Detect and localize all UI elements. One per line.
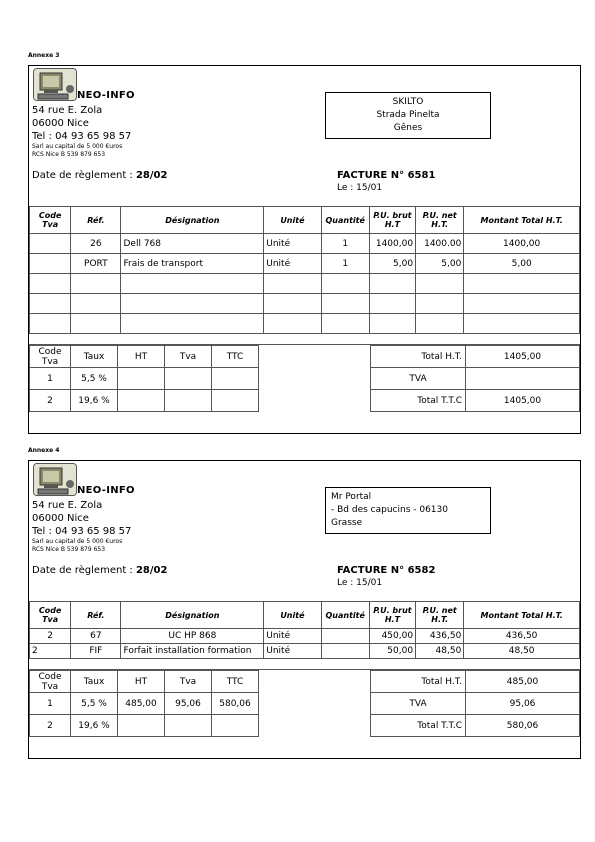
- column-header: Unité: [264, 207, 321, 234]
- recipient-box: [325, 92, 491, 139]
- vat-column-header: HT: [118, 346, 165, 368]
- company-street: 54 rue E. Zola: [32, 105, 103, 116]
- table-cell: [121, 274, 264, 294]
- company-city: 06000 Nice: [32, 118, 89, 129]
- table-cell: 26: [71, 234, 121, 254]
- table-cell: [464, 294, 580, 314]
- totals-row: [371, 390, 580, 412]
- table-header-row: [30, 602, 580, 629]
- column-header: P.U. net H.T.: [416, 207, 464, 234]
- table-row: [30, 254, 580, 274]
- column-header: Désignation: [121, 207, 264, 234]
- table-cell: [416, 314, 464, 334]
- computer-logo-icon: [33, 463, 77, 496]
- annexe-3-label: Annexe 3: [28, 52, 60, 59]
- vat-table: [29, 670, 259, 737]
- vat-column-header: Code Tva: [30, 671, 71, 693]
- table-cell: [30, 254, 71, 274]
- totals-row: [371, 346, 580, 368]
- table-cell: [416, 294, 464, 314]
- company-rcs: RCS Nice B 539 879 653: [32, 546, 106, 553]
- table-cell: UC HP 868: [121, 629, 264, 644]
- vat-column-header: Tva: [165, 346, 212, 368]
- annexe-4-label: Annexe 4: [28, 447, 60, 454]
- payment-date-label: Date de règlement :: [32, 565, 133, 576]
- company-city: 06000 Nice: [32, 513, 89, 524]
- payment-date: [32, 565, 167, 576]
- vat-column-header: Tva: [165, 671, 212, 693]
- table-cell: Forfait installation formation: [121, 644, 264, 659]
- totals-value: 95,06: [466, 693, 580, 715]
- vat-column-header: Code Tva: [30, 346, 71, 368]
- table-cell: [71, 274, 121, 294]
- vat-cell: [165, 368, 212, 390]
- table-cell: PORT: [71, 254, 121, 274]
- table-cell: 1: [321, 254, 369, 274]
- totals-label: TVA: [371, 368, 466, 390]
- table-cell: 5,00: [369, 254, 415, 274]
- table-cell: [369, 314, 415, 334]
- table-row: [30, 294, 580, 314]
- company-capital: Sarl au capital de 5 000 €uros: [32, 143, 123, 150]
- table-cell: [264, 314, 321, 334]
- table-row: [30, 274, 580, 294]
- table-cell: 436,50: [416, 629, 464, 644]
- vat-cell: 19,6 %: [71, 715, 118, 737]
- invoice-6581: [28, 65, 581, 434]
- totals-row: [371, 671, 580, 693]
- vat-cell: 2: [30, 390, 71, 412]
- table-cell: 50,00: [369, 644, 415, 659]
- column-header: P.U. brut H.T: [369, 602, 415, 629]
- invoice-number: FACTURE N° 6582: [337, 565, 436, 576]
- invoice-date: Le : 15/01: [337, 183, 383, 193]
- invoice-date: Le : 15/01: [337, 578, 383, 588]
- column-header: Code Tva: [30, 602, 71, 629]
- column-header: Réf.: [71, 602, 121, 629]
- table-cell: 436,50: [464, 629, 580, 644]
- column-header: Montant Total H.T.: [464, 207, 580, 234]
- vat-header-row: [30, 346, 259, 368]
- table-cell: 1400,00: [369, 234, 415, 254]
- table-cell: [71, 314, 121, 334]
- vat-column-header: TTC: [212, 671, 259, 693]
- vat-row: [30, 368, 259, 390]
- table-cell: [321, 274, 369, 294]
- table-cell: 5,00: [416, 254, 464, 274]
- company-tel: Tel : 04 93 65 98 57: [32, 526, 132, 537]
- table-cell: [71, 294, 121, 314]
- totals-row: [371, 693, 580, 715]
- totals-value: 1405,00: [466, 390, 580, 412]
- invoice-6582: [28, 460, 581, 759]
- table-cell: [464, 314, 580, 334]
- vat-row: [30, 693, 259, 715]
- company-name: NEO-INFO: [77, 485, 135, 496]
- vat-cell: 2: [30, 715, 71, 737]
- vat-cell: 5,5 %: [71, 693, 118, 715]
- totals-label: Total T.T.C: [371, 715, 466, 737]
- vat-cell: 95,06: [165, 693, 212, 715]
- column-header: Code Tva: [30, 207, 71, 234]
- column-header: Réf.: [71, 207, 121, 234]
- vat-row: [30, 715, 259, 737]
- company-capital: Sarl au capital de 5 000 €uros: [32, 538, 123, 545]
- table-cell: Unité: [264, 254, 321, 274]
- table-cell: Dell 768: [121, 234, 264, 254]
- tax-summary: [29, 344, 580, 433]
- recipient-line: Gênes: [393, 123, 423, 133]
- table-cell: [321, 314, 369, 334]
- table-cell: [464, 274, 580, 294]
- table-cell: [321, 644, 369, 659]
- vat-column-header: HT: [118, 671, 165, 693]
- vat-cell: 19,6 %: [71, 390, 118, 412]
- computer-logo-icon: [33, 68, 77, 101]
- table-cell: Unité: [264, 644, 321, 659]
- invoice-header: [29, 66, 580, 206]
- company-rcs: RCS Nice B 539 879 653: [32, 151, 106, 158]
- vat-cell: [118, 390, 165, 412]
- tax-summary: [29, 669, 580, 758]
- table-cell: Frais de transport: [121, 254, 264, 274]
- vat-cell: [212, 368, 259, 390]
- vat-row: [30, 390, 259, 412]
- payment-date-value: 28/02: [135, 565, 168, 576]
- vat-cell: [118, 715, 165, 737]
- table-cell: 48,50: [464, 644, 580, 659]
- table-cell: [321, 629, 369, 644]
- table-cell: 1: [321, 234, 369, 254]
- table-cell: [416, 274, 464, 294]
- company-address: [32, 499, 131, 554]
- totals-value: 485,00: [466, 671, 580, 693]
- table-cell: 67: [71, 629, 121, 644]
- table-cell: [30, 274, 71, 294]
- table-cell: 1400,00: [464, 234, 580, 254]
- vat-column-header: Taux: [71, 671, 118, 693]
- table-cell: [369, 274, 415, 294]
- table-cell: [369, 294, 415, 314]
- vat-cell: [118, 368, 165, 390]
- table-cell: FIF: [71, 644, 121, 659]
- table-cell: [264, 294, 321, 314]
- vat-column-header: Taux: [71, 346, 118, 368]
- column-header: Quantité: [321, 602, 369, 629]
- vat-cell: 1: [30, 693, 71, 715]
- table-row: [30, 314, 580, 334]
- column-header: Désignation: [121, 602, 264, 629]
- table-cell: 450,00: [369, 629, 415, 644]
- recipient-line: SKILTO: [392, 97, 424, 107]
- table-row: [30, 234, 580, 254]
- table-cell: [121, 314, 264, 334]
- payment-date: [32, 170, 167, 181]
- table-cell: [30, 314, 71, 334]
- company-street: 54 rue E. Zola: [32, 500, 103, 511]
- totals-row: [371, 715, 580, 737]
- totals-table: [370, 345, 580, 412]
- vat-header-row: [30, 671, 259, 693]
- recipient-line: Strada Pinelta: [376, 110, 440, 120]
- recipient-line: Grasse: [331, 518, 363, 528]
- table-cell: 1400.00: [416, 234, 464, 254]
- vat-cell: [212, 715, 259, 737]
- totals-label: Total H.T.: [371, 671, 466, 693]
- table-cell: [121, 294, 264, 314]
- table-cell: [30, 234, 71, 254]
- totals-value: 580,06: [466, 715, 580, 737]
- invoice-lines-table: [29, 601, 580, 659]
- vat-cell: [212, 390, 259, 412]
- table-cell: Unité: [264, 234, 321, 254]
- vat-cell: 580,06: [212, 693, 259, 715]
- column-header: P.U. net H.T.: [416, 602, 464, 629]
- column-header: Quantité: [321, 207, 369, 234]
- payment-date-value: 28/02: [135, 170, 168, 181]
- vat-column-header: TTC: [212, 346, 259, 368]
- totals-table: [370, 670, 580, 737]
- table-cell: 48,50: [416, 644, 464, 659]
- invoice-lines-table: [29, 206, 580, 334]
- table-cell: Unité: [264, 629, 321, 644]
- totals-label: Total H.T.: [371, 346, 466, 368]
- payment-date-label: Date de règlement :: [32, 170, 133, 181]
- vat-cell: 5,5 %: [71, 368, 118, 390]
- invoice-header: [29, 461, 580, 601]
- company-tel: Tel : 04 93 65 98 57: [32, 131, 132, 142]
- column-header: Montant Total H.T.: [464, 602, 580, 629]
- vat-cell: 1: [30, 368, 71, 390]
- table-cell: [264, 274, 321, 294]
- totals-label: Total T.T.C: [371, 390, 466, 412]
- vat-cell: [165, 715, 212, 737]
- totals-row: [371, 368, 580, 390]
- totals-value: 1405,00: [466, 346, 580, 368]
- vat-table: [29, 345, 259, 412]
- table-cell: [321, 294, 369, 314]
- vat-cell: [165, 390, 212, 412]
- company-name: NEO-INFO: [77, 90, 135, 101]
- invoice-number: FACTURE N° 6581: [337, 170, 436, 181]
- recipient-line: - Bd des capucins - 06130: [331, 505, 448, 515]
- totals-value: [466, 368, 580, 390]
- recipient-box: [325, 487, 491, 534]
- table-cell: [30, 294, 71, 314]
- column-header: P.U. brut H.T: [369, 207, 415, 234]
- totals-label: TVA: [371, 693, 466, 715]
- table-cell: 2: [30, 644, 71, 659]
- table-header-row: [30, 207, 580, 234]
- recipient-line: Mr Portal: [331, 492, 372, 502]
- table-cell: 2: [30, 629, 71, 644]
- table-row: [30, 644, 580, 659]
- column-header: Unité: [264, 602, 321, 629]
- company-address: [32, 104, 131, 159]
- vat-cell: 485,00: [118, 693, 165, 715]
- table-row: [30, 629, 580, 644]
- table-cell: 5,00: [464, 254, 580, 274]
